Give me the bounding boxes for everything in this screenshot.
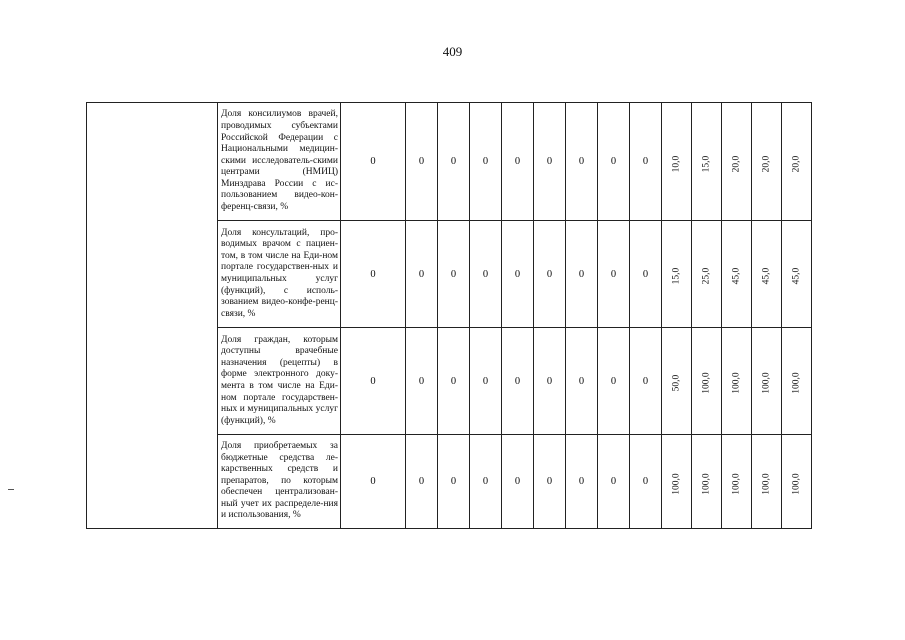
target-value-cell	[782, 328, 812, 435]
period-value-cell: 0	[630, 103, 662, 221]
target-value-text: 100,0	[761, 372, 772, 394]
target-value-text: 45,0	[761, 267, 772, 285]
period-value-cell: 0	[534, 221, 566, 328]
target-value-cell	[662, 103, 692, 221]
target-value-cell	[782, 103, 812, 221]
target-value-cell	[722, 221, 752, 328]
target-value-cell	[692, 103, 722, 221]
period-value-cell: 0	[502, 328, 534, 435]
period-value-cell: 0	[598, 103, 630, 221]
period-value-cell: 0	[502, 435, 534, 529]
indicator-description-cell	[218, 435, 341, 529]
period-value-cell: 0	[470, 328, 502, 435]
target-value-cell	[662, 221, 692, 328]
target-value-text: 10,0	[671, 155, 682, 172]
indicator-description-cell	[218, 103, 341, 221]
target-value-text: 100,0	[671, 472, 682, 495]
indicators-table	[86, 102, 812, 529]
target-value-text: 100,0	[791, 472, 802, 495]
table-body	[87, 103, 812, 529]
indicator-description: Доля граждан, которым доступны врачебные назначения (рецепты) в форме электронного доку-мента в том числе на Еди-ном портале государствен-ных и муниципальных услуг (функций), %	[221, 334, 338, 426]
target-value-text: 15,0	[701, 155, 712, 172]
period-value-cell: 0	[598, 221, 630, 328]
period-value-cell: 0	[534, 435, 566, 529]
target-value-text: 25,0	[701, 267, 712, 285]
target-value-text: 15,0	[671, 267, 682, 285]
base-value-cell: 0	[341, 221, 406, 328]
period-value-cell: 0	[566, 328, 598, 435]
target-value-text: 100,0	[731, 472, 742, 495]
period-value-cell: 0	[438, 328, 470, 435]
target-value-text: 100,0	[791, 372, 802, 394]
indicator-description: Доля консилиумов врачей, проводимых субъектами Российской Федерации с Национальными медицин-скими исследователь-скими центрами (НМИЦ) Минздрава России с ис-пользованием видео-кон-ференц-связи, %	[221, 109, 338, 213]
page-number: 409	[442, 44, 463, 59]
period-value-cell: 0	[630, 221, 662, 328]
base-value-cell: 0	[341, 328, 406, 435]
target-value-cell	[752, 221, 782, 328]
indicator-description: Доля консультаций, про-водимых врачом с пациен-том, в том числе на Еди-ном портале государствен-ных и муниципальных услуг (функций), с исполь-зованием видео-конфе-ренц-связи, %	[221, 227, 338, 319]
period-value-cell: 0	[470, 435, 502, 529]
period-value-cell: 0	[502, 221, 534, 328]
indicator-description-cell	[218, 221, 341, 328]
target-value-cell	[722, 103, 752, 221]
period-value-cell: 0	[406, 221, 438, 328]
period-value-cell: 0	[406, 435, 438, 529]
target-value-text: 20,0	[791, 155, 802, 172]
target-value-cell	[782, 221, 812, 328]
period-value-cell: 0	[438, 221, 470, 328]
target-value-cell	[752, 435, 782, 529]
period-value-cell: 0	[438, 103, 470, 221]
target-value-text: 100,0	[701, 472, 712, 495]
target-value-cell	[692, 435, 722, 529]
indicator-description-cell	[218, 328, 341, 435]
target-value-cell	[752, 103, 782, 221]
period-value-cell: 0	[502, 103, 534, 221]
target-value-cell	[662, 328, 692, 435]
target-value-cell	[662, 435, 692, 529]
period-value-cell: 0	[438, 435, 470, 529]
indicator-description: Доля приобретаемых за бюджетные средства ле-карственных средств и препаратов, по которым обеспечен централизован-ный учет их распределе-ния и использования, %	[221, 440, 338, 521]
period-value-cell: 0	[566, 103, 598, 221]
period-value-cell: 0	[470, 221, 502, 328]
period-value-cell: 0	[534, 328, 566, 435]
target-value-cell	[722, 435, 752, 529]
target-value-text: 100,0	[731, 372, 742, 394]
base-value-cell: 0	[341, 103, 406, 221]
period-value-cell: 0	[534, 103, 566, 221]
period-value-cell: 0	[598, 435, 630, 529]
target-value-text: 20,0	[761, 155, 772, 172]
period-value-cell: 0	[566, 221, 598, 328]
period-value-cell: 0	[566, 435, 598, 529]
target-value-cell	[722, 328, 752, 435]
target-value-text: 50,0	[671, 374, 682, 392]
period-value-cell: 0	[598, 328, 630, 435]
target-value-text: 45,0	[791, 267, 802, 285]
target-value-cell	[692, 221, 722, 328]
target-value-cell	[692, 328, 722, 435]
period-value-cell: 0	[406, 328, 438, 435]
margin-mark	[8, 489, 14, 490]
target-value-cell	[752, 328, 782, 435]
period-value-cell: 0	[630, 435, 662, 529]
target-value-text: 20,0	[731, 155, 742, 172]
target-value-text: 100,0	[761, 472, 772, 495]
period-value-cell: 0	[406, 103, 438, 221]
target-value-cell	[782, 435, 812, 529]
period-value-cell: 0	[630, 328, 662, 435]
target-value-text: 45,0	[731, 267, 742, 285]
table-row	[87, 103, 812, 221]
empty-category-cell	[87, 103, 218, 529]
target-value-text: 100,0	[701, 372, 712, 394]
base-value-cell: 0	[341, 435, 406, 529]
period-value-cell: 0	[470, 103, 502, 221]
